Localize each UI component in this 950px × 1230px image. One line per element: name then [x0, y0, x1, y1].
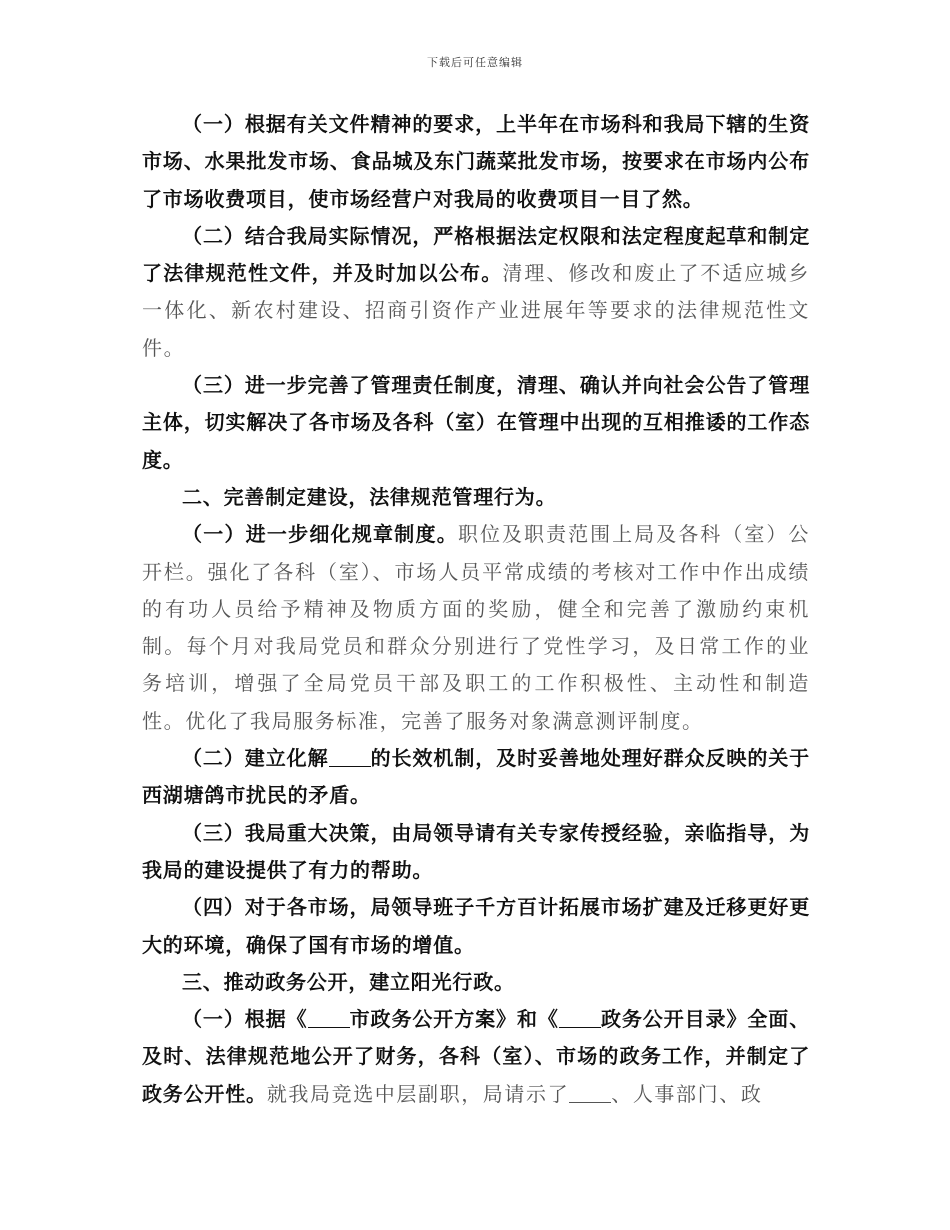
paragraph-6 — [142, 740, 810, 815]
paragraph-7-text: （三）我局重大决策，由局领导请有关专家传授经验，亲临指导，为我局的建设提供了有力的帮助。 — [142, 820, 810, 882]
paragraph-2-bold-text: （二）结合我局实际情况，严格根据法定权限和法定程度起草和制定了法律规范性文件，并及时加以公布。 — [142, 223, 810, 286]
paragraph-1 — [142, 106, 810, 218]
paragraph-3 — [142, 367, 810, 479]
paragraph-6-text-b: 的长效机制，及时妥善地处理好群众反映的关于西湖塘鸽市扰民的矛盾。 — [142, 746, 810, 808]
paragraph-10 — [142, 1001, 810, 1113]
paragraph-2-normal-text: 清理、修改和废止了不适应城乡一体化、新农村建设、招商引资作产业进展年等要求的法律规范性文件。 — [142, 261, 810, 360]
paragraph-8-text: （四）对于各市场，局领导班子千方百计拓展市场扩建及迁移更好更大的环境，确保了国有市场的增值。 — [142, 895, 810, 957]
paragraph-3-text: （三）进一步完善了管理责任制度，清理、确认并向社会公告了管理主体，切实解决了各市场及各科（室）在管理中出现的互相推诿的工作态度。 — [142, 373, 810, 472]
paragraph-8 — [142, 889, 810, 964]
paragraph-10-text-a: （一）根据《 — [182, 1007, 308, 1032]
fill-blank — [559, 1007, 601, 1028]
paragraph-7 — [142, 815, 810, 890]
section-heading-2-text: 二、完善制定建设，法律规范管理行为。 — [182, 484, 557, 509]
section-heading-3 — [142, 964, 810, 1001]
fill-blank — [569, 1082, 611, 1103]
paragraph-10-text-b: 市政务公开方案》和《 — [349, 1007, 559, 1032]
page-header: 下载后可任意编辑 — [427, 56, 523, 69]
paragraph-5-normal-text: 职位及职责范围上局及各科（室）公开栏。强化了各科（室）、市场人员平常成绩的考核对工作中作出成绩的有功人员给予精神及物质方面的奖励，健全和完善了激励约束机制。每个月对我局党员和群众分别进行了党性学习，及日常工作的业务培训，增强了全局党员干部及职工的工作积极性、主动性和制造性。优化了我局服务标准，完善了服务对象满意测评制度。 — [142, 522, 810, 733]
section-heading-2 — [142, 479, 810, 516]
paragraph-10-text-c: 政务公开目录》全面、及时、法律规范地公开了财务，各科（室）、市场的政务工作，并制定了政务公开性。 — [142, 1007, 811, 1106]
fill-blank — [308, 1007, 350, 1028]
paragraph-5-bold-text: （一）进一步细化规章制度。 — [182, 522, 458, 547]
paragraph-5 — [142, 516, 810, 740]
document-body — [142, 106, 810, 1113]
fill-blank — [329, 746, 371, 767]
paragraph-1-text: （一）根据有关文件精神的要求，上半年在市场科和我局下辖的生资市场、水果批发市场、食品城及东门蔬菜批发市场，按要求在市场内公布了市场收费项目，使市场经营户对我局的收费项目一目了然。 — [142, 112, 810, 211]
paragraph-2 — [142, 218, 810, 367]
paragraph-6-text-a: （二）建立化解 — [182, 746, 329, 771]
paragraph-10-normal-text-a: 就我局竞选中层副职，局请示了 — [266, 1081, 570, 1106]
section-heading-3-text: 三、推动政务公开，建立阳光行政。 — [182, 969, 515, 994]
paragraph-10-normal-text-b: 、人事部门、政 — [611, 1081, 763, 1106]
